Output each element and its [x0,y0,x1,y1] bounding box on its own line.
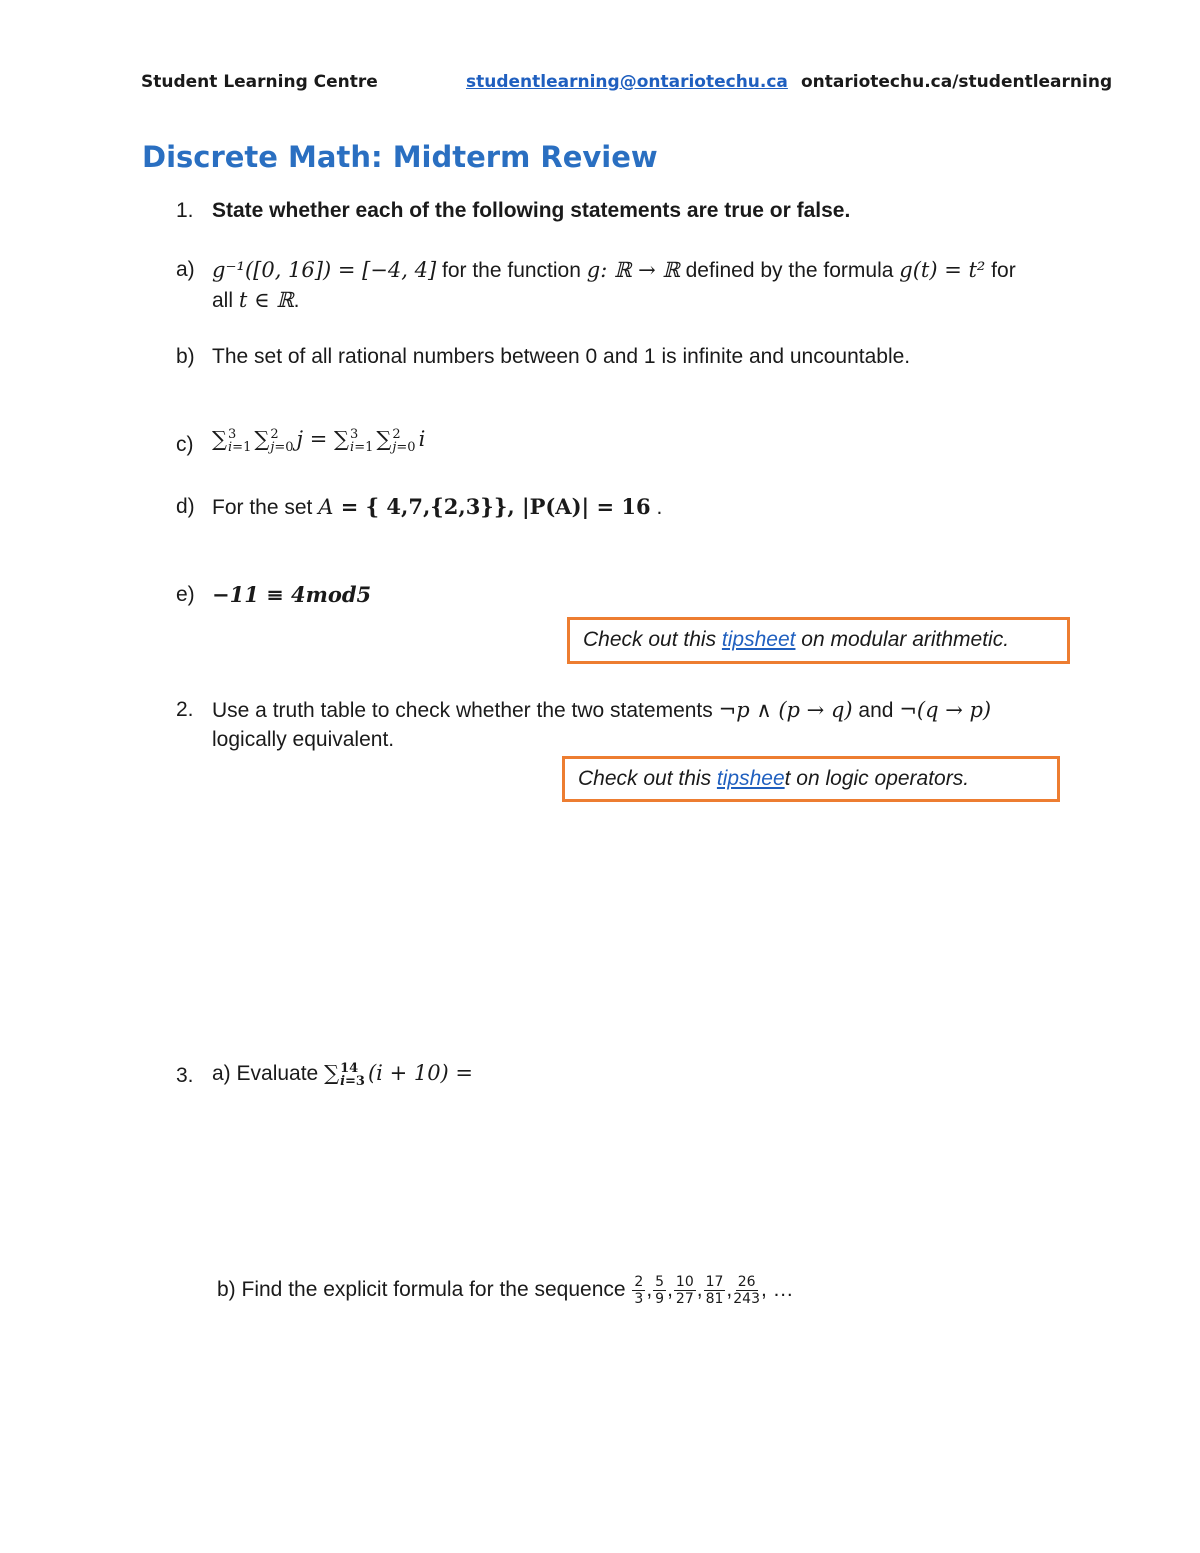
q1c-expr: ∑ 3 i=1 ∑ 2 j=0 j = ∑ 3 i=1 ∑ 2 j=0 i [212,426,426,455]
q3-number: 3. [176,1064,194,1087]
tip1-post: on modular arithmetic. [795,628,1010,651]
q1a-t1: for the function [436,259,587,282]
q1d-label: d) [176,495,195,518]
sequence-ellipsis: , … [761,1278,794,1302]
sequence-fraction: $\frac{2}{3}$ [634,1274,644,1307]
sum-limits-4: 2 j=0 [392,426,416,455]
q2-line1 [212,695,991,726]
sum-limits-3: 3 i=1 [350,426,374,455]
q1a-expr1: g⁻¹([0, 16]) = [−4, 4] [212,258,437,282]
q1e-label: e) [176,583,195,606]
q2-t1: Use a truth table to check whether the two statements [212,699,719,722]
q1a-label: a) [176,258,195,281]
header-email-link[interactable]: studentlearning@ontariotechu.ca [466,72,788,92]
tip2-pre: Check out this [578,767,717,790]
q1e-expr: −11 ≡ 4mod5 [212,582,372,607]
tip1-pre: Check out this [583,628,722,651]
q2-line2: logically equivalent. [212,728,395,751]
q3b-line: b) Find the explicit formula for the sequence $\frac{2}{3}$ , $\frac{5}{9}$ , $\frac{10}{27}$ , $\frac{17}{81}$ , $\frac{26}{243}$ , … [217,1274,794,1307]
q3a-sum: ∑ 14 i=3 [324,1060,365,1089]
sum-sign-2: ∑ [254,427,270,451]
tipsheet-box-modular [567,617,1070,664]
q1-number: 1. [176,199,194,222]
q1d-expr2: = { 4,7,{2,3}}, |P(A)| = 16 [333,494,651,519]
q1d-line [212,492,662,523]
tipsheet-link-modular[interactable]: tipsheet [721,628,796,651]
q2-number: 2. [176,698,194,721]
q1a-expr4: t ∈ ℝ [238,288,294,312]
q1a-expr3: g(t) = t² [899,258,986,282]
q1c-label: c) [176,433,194,456]
q1a-line2 [212,285,300,316]
q3a-line [212,1058,473,1089]
q1d-t1: For the set [212,496,319,519]
q1a-t4: all [212,289,239,312]
q1b-text: The set of all rational numbers between 0 and 1 is infinite and uncountable. [212,345,911,368]
q1-instruction: State whether each of the following statements are true or false. [212,199,851,222]
q1d-expr1: A [318,495,334,519]
sequence-fraction: $\frac{26}{243}$ [733,1274,760,1307]
q2-expr1: ¬p ∧ (p → q) [718,698,853,722]
q3a-expr: (i + 10) = [367,1061,474,1085]
q1a-t2: defined by the formula [679,259,900,282]
q1b-label: b) [176,345,195,368]
tip2-post: t on logic operators. [784,767,970,790]
sum-sign-4: ∑ [376,427,392,451]
sequence-fraction: $\frac{5}{9}$ [655,1274,665,1307]
q3a-text: a) Evaluate [212,1062,325,1085]
q1a-line1 [212,255,1016,286]
header-right: ontariotechu.ca/studentlearning [801,72,1113,92]
q1a-t3: for [985,259,1016,282]
q1d-t2: . [650,496,663,519]
page-title: Discrete Math: Midterm Review [142,140,658,174]
q2-expr2: ¬(q → p) [899,698,992,722]
q2-t2: and [852,699,900,722]
sum-sign-3: ∑ [334,427,350,451]
tipsheet-link-logic[interactable]: tipshee [716,767,785,790]
sequence-fraction: $\frac{17}{81}$ [705,1274,724,1307]
q1a-t5: . [293,289,300,312]
sum-sign-1: ∑ [212,427,227,451]
header-left: Student Learning Centre [141,72,378,92]
sum-limits-1: 3 i=1 [228,426,252,455]
sum-limits-2: 2 j=0 [270,426,294,455]
q1a-expr2: g: ℝ → ℝ [586,258,680,282]
q3b-text: b) Find the explicit formula for the sequence [217,1278,632,1302]
tipsheet-box-logic [562,756,1060,802]
sequence-fraction: $\frac{10}{27}$ [675,1274,694,1307]
